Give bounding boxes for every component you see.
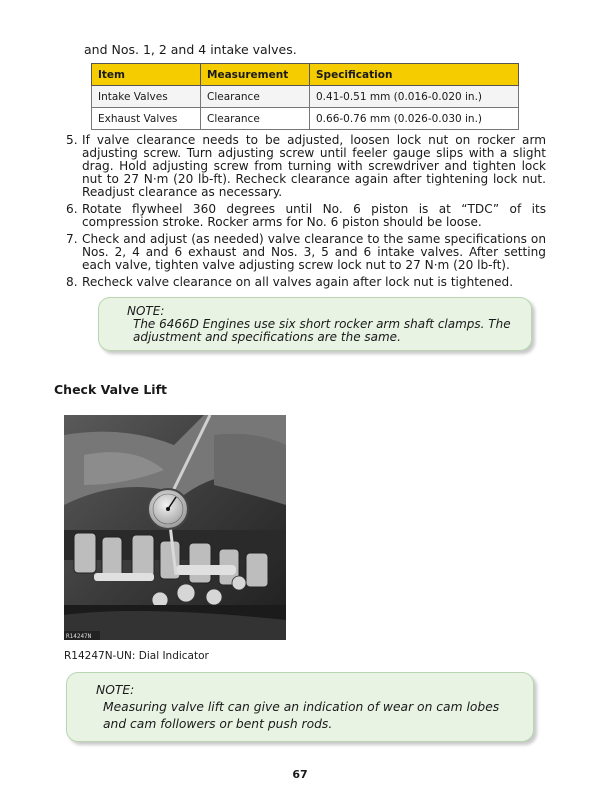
step-text: Rotate flywheel 360 degrees until No. 6 piston is at “TDC” of its compression stroke. Rocker arms for No. 6 piston should be loose.: [82, 202, 546, 229]
table-cell: Exhaust Valves: [92, 108, 201, 130]
table-cell: Clearance: [201, 108, 310, 130]
step-item: [62, 276, 546, 289]
note-box-valve-lift: [66, 672, 534, 742]
step-text: If valve clearance needs to be adjusted, loosen lock nut on rocker arm adjusting screw. Turn adjusting screw until feeler gauge slips with a slight drag. Hold adjusting screw from turning with screwdriver and tighten lock nut to 27 N·m (20 lb-ft). Recheck clearance again after tightening lock nut. Readjust clearance as necessary.: [82, 133, 546, 199]
note-body: Measuring valve lift can give an indication of wear on cam lobes and cam followers or bent push rods.: [103, 700, 500, 731]
photo-caption: R14247N-UN: Dial Indicator: [64, 650, 209, 662]
procedure-steps: [62, 134, 546, 293]
table-cell: Clearance: [201, 86, 310, 108]
table-header-row: [92, 64, 519, 86]
intro-text: and Nos. 1, 2 and 4 intake valves.: [84, 42, 297, 57]
table-cell: Intake Valves: [92, 86, 201, 108]
step-number: 7.: [66, 232, 78, 246]
step-item: [62, 203, 546, 229]
step-text: Recheck valve clearance on all valves again after lock nut is tightened.: [82, 275, 514, 289]
table-row: [92, 86, 519, 108]
table-cell: 0.41-0.51 mm (0.016-0.020 in.): [310, 86, 519, 108]
step-item: [62, 134, 546, 199]
note-title: NOTE:: [96, 683, 135, 697]
step-text: Check and adjust (as needed) valve clearance to the same specifications on Nos. 2, 4 and 6 exhaust and Nos. 3, 5 and 6 intake valves. After setting each valve, tighten valve adjusting screw lock nut to 27 N·m (20 lb-ft).: [82, 232, 546, 272]
table-cell: 0.66-0.76 mm (0.026-0.030 in.): [310, 108, 519, 130]
table-header-specification: Specification: [310, 64, 519, 86]
step-number: 5.: [66, 133, 78, 147]
note-title: NOTE:: [127, 304, 165, 318]
page-number: 67: [292, 768, 308, 781]
section-heading: Check Valve Lift: [54, 382, 167, 397]
table-row: [92, 108, 519, 130]
table-header-item: Item: [92, 64, 201, 86]
note-body: The 6466D Engines use six short rocker arm shaft clamps. The adjustment and specifications are the same.: [133, 317, 511, 344]
valve-clearance-table: [91, 63, 519, 130]
step-number: 8.: [66, 275, 78, 289]
step-number: 6.: [66, 202, 78, 216]
photo-code: R14247N: [66, 633, 92, 640]
dial-indicator-photo: [64, 415, 286, 640]
step-item: [62, 233, 546, 272]
table-header-measurement: Measurement: [201, 64, 310, 86]
note-box-rocker-clamps: [98, 297, 532, 351]
